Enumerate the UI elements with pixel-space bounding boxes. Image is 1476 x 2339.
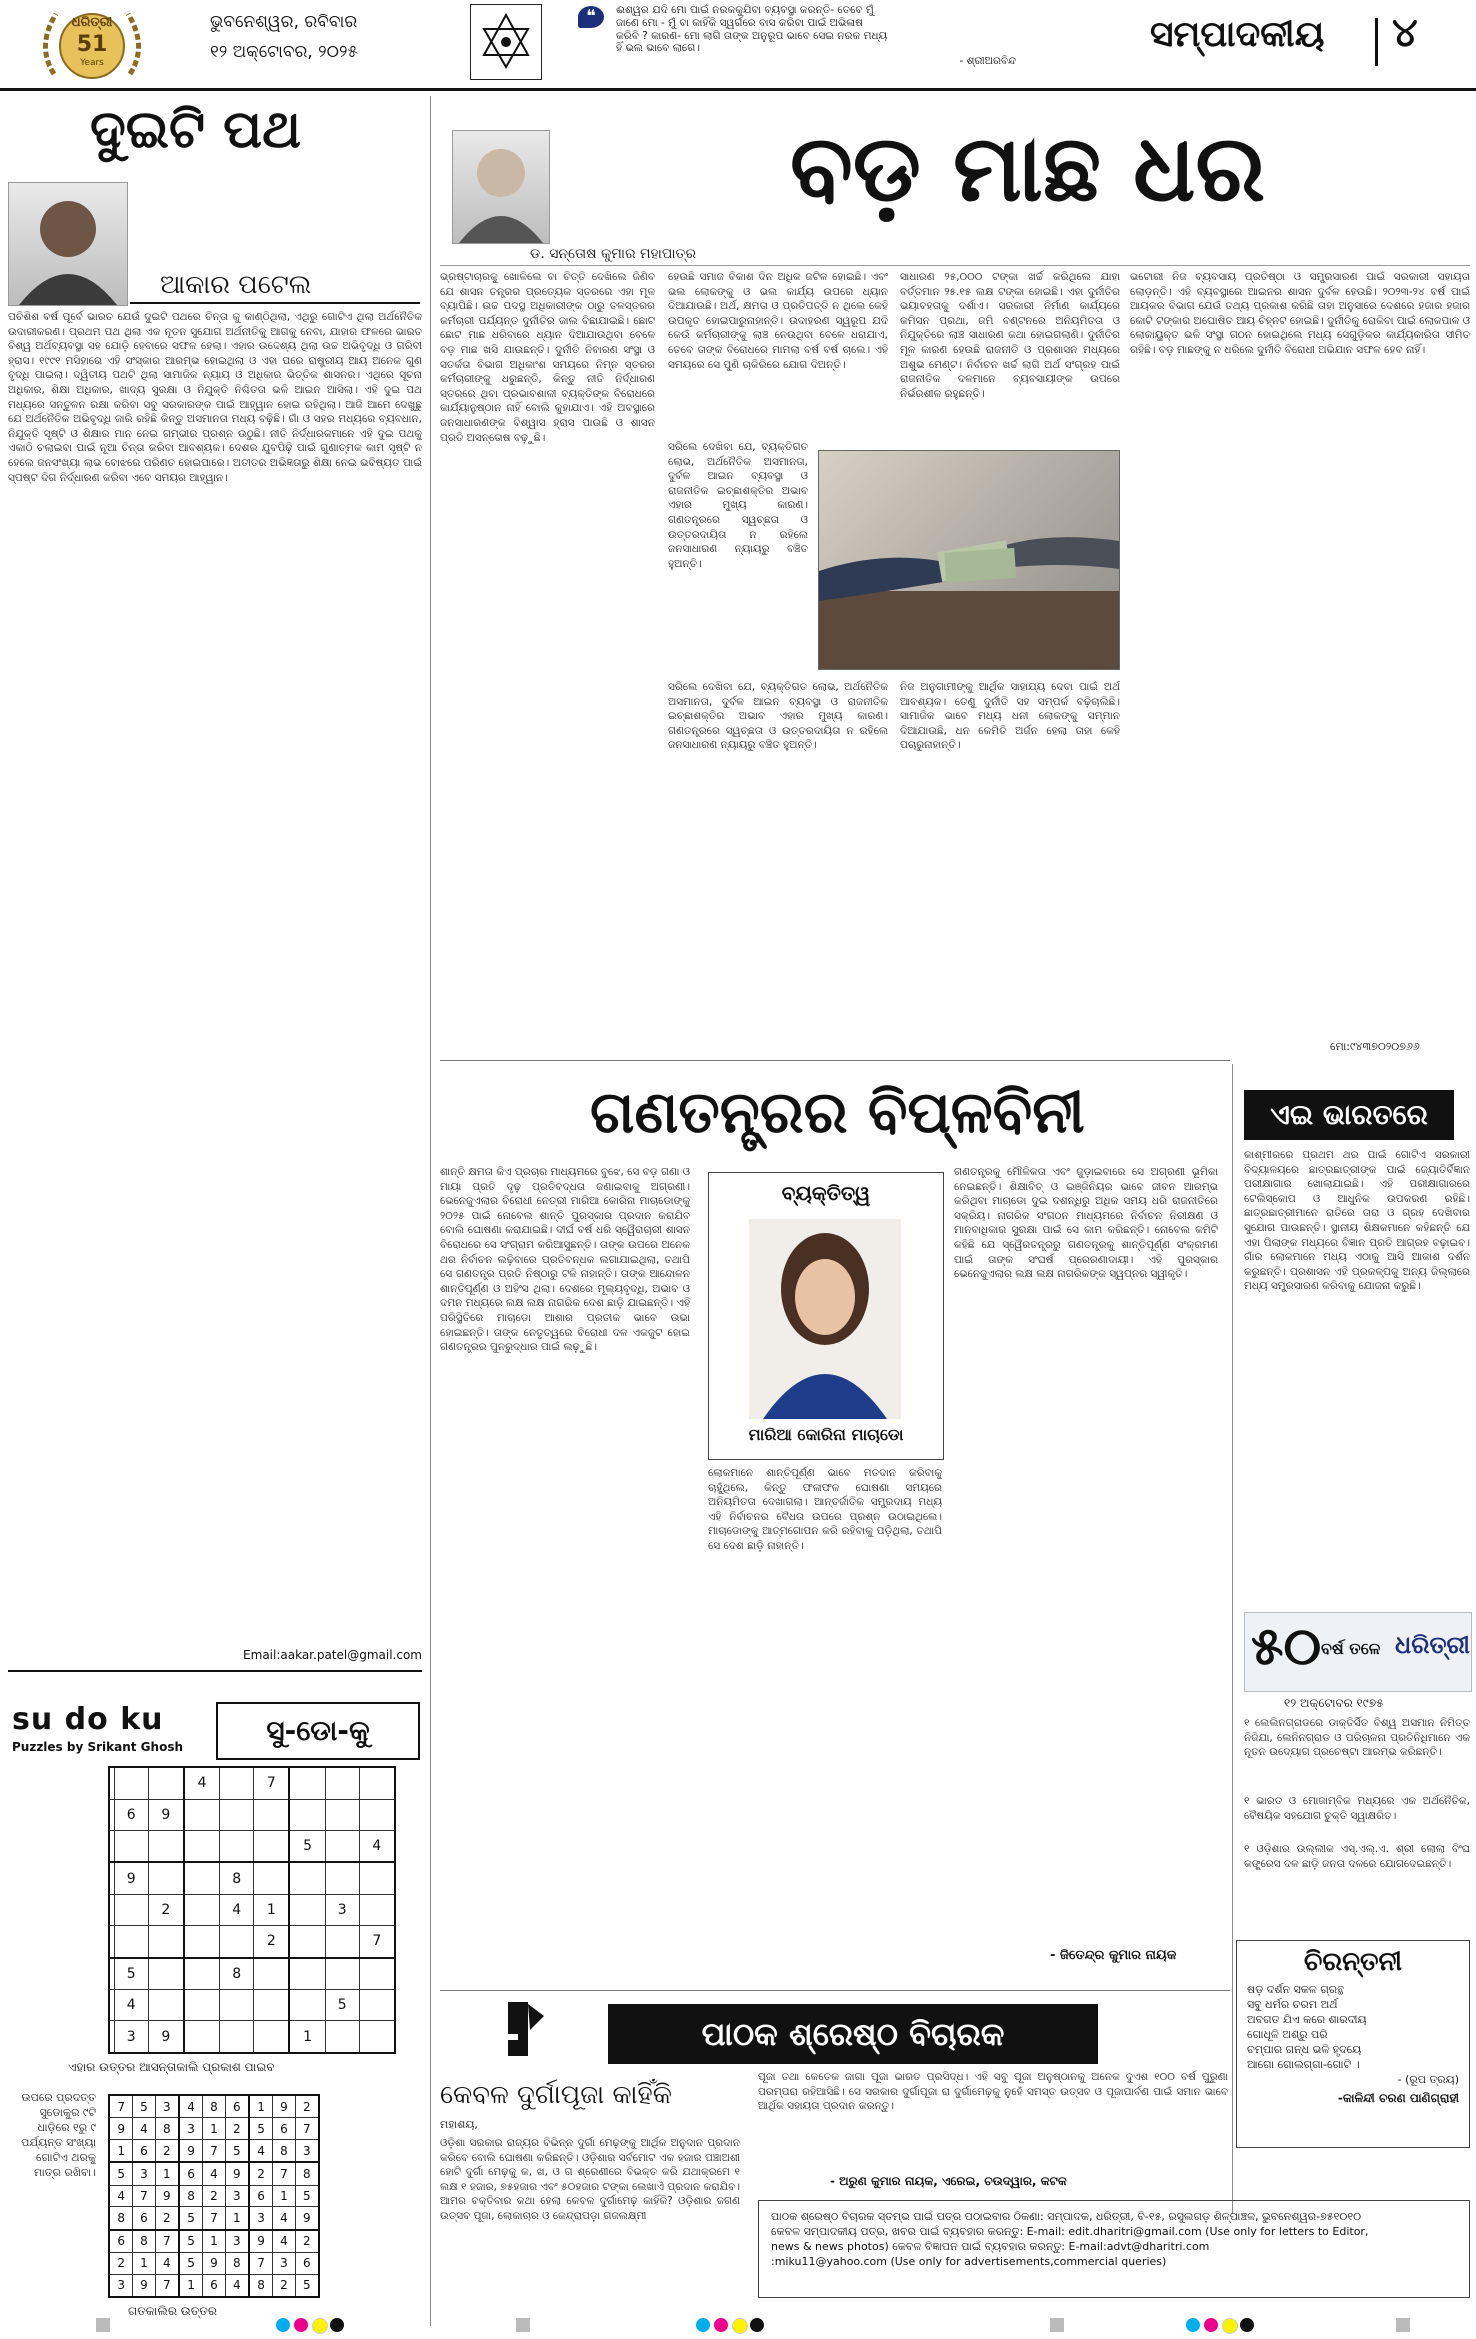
sudoku-cell: 1 — [289, 2021, 325, 2053]
sudoku-cell — [325, 1799, 359, 1830]
sudoku-section — [8, 1700, 422, 2330]
sudoku-cell: 9 — [273, 2095, 295, 2118]
quote-line: ହିଁ ଭଲ ଭାବେ ଲାଗେ। — [616, 42, 700, 55]
sudoku-cell: 8 — [220, 1958, 254, 1990]
sudoku-cell — [254, 1799, 290, 1830]
editorial-side-left: ସରିଲେ ଦେଖିବା ଯେ, ବ୍ୟକ୍ତିଗତ ଲୋଭ, ଅର୍ଥନୈତିକ ଅସମାନତା, ଦୁର୍ବଳ ଆଇନ ବ୍ୟବସ୍ଥା ଓ ରାଜନୀତିକ ଇଚ୍ଛାଶକ୍ତିର ଅଭାବ ଏହାର ମୁଖ୍ୟ କାରଣ। ଗଣତନ୍ତ୍ରରେ ସ୍ୱଚ୍ଛତା ଓ ଉତ୍ତରଦାୟିତା ନ ରହିଲେ ଜନସାଧାରଣ ନ୍ୟାୟରୁ ବଞ୍ଚିତ ହୁଅନ୍ତି। — [668, 441, 808, 570]
sudoku-cell: 9 — [133, 2274, 155, 2297]
sudoku-cell: 6 — [114, 1799, 148, 1830]
sudoku-cell: 1 — [249, 2095, 273, 2118]
sudoku-cell — [254, 1958, 290, 1990]
sudoku-cell — [289, 1767, 325, 1799]
sudoku-cell: 4 — [273, 2207, 295, 2230]
ei-bharat-body: କାଶ୍ମୀରରେ ପ୍ରଥମ ଥର ପାଇଁ ଗୋଟିଏ ସରକାରୀ ବିଦ୍ୟାଳୟରେ ଛାତ୍ରଛାତ୍ରୀଙ୍କ ପାଇଁ ଜ୍ୟୋତିର୍ବିଜ୍ଞାନ ପରୀକ୍ଷାଗାର ଖୋଲାଯାଇଛି। ଏହି ପରୀକ୍ଷାଗାରରେ ଟେଲିସ୍କୋପ ଓ ଆଧୁନିକ ଉପକରଣ ରହିଛି। ଛାତ୍ରଛାତ୍ରୀମାନେ ରାତିରେ ତାରା ଓ ଗ୍ରହ ଦେଖିବାର ସୁଯୋଗ ପାଉଛନ୍ତି। ସ୍ଥାନୀୟ ଶିକ୍ଷକମାନେ କହିଛନ୍ତି ଯେ ଏହା ପିଲାଙ୍କ ମଧ୍ୟରେ ବିଜ୍ଞାନ ପ୍ରତି ଆଗ୍ରହ ବଢ଼ାଇବ। ଗାଁର ଲୋକମାନେ ମଧ୍ୟ ଏଠାକୁ ଆସି ଆକାଶ ଦର୍ଶନ କରୁଛନ୍ତି। ପ୍ରଶାସନ ଏହି ପ୍ରକଳ୍ପକୁ ଅନ୍ୟ ଜିଲ୍ଲାରେ ମଧ୍ୟ ସମ୍ପ୍ରସାରଣ କରିବାକୁ ଯୋଜନା କରୁଛି। — [1244, 1149, 1470, 1293]
quote-line: ଈଶ୍ୱର ଯଦି ମୋ ପାଇଁ ନରକକୁଯିବା ବ୍ୟବସ୍ଥା କରନ୍ତି- ତେବେ ମୁଁ — [616, 4, 874, 16]
poem-credit: - (ରୂପ ତ୍ରୟ) — [1397, 2073, 1459, 2086]
sudoku-cell — [220, 1926, 254, 1958]
editorial-phone: ମୋ:୯୪୩୭୦୨୦୭୬୬ — [1330, 1040, 1420, 1053]
editorial-author: ଡ. ସନ୍ତୋଷ କୁମାର ମହାପାତ୍ର — [530, 246, 697, 262]
sudoku-cell: 8 — [109, 2207, 133, 2230]
editorial-col-1: ଭ୍ରଷ୍ଟାଚାରକୁ ଖୋଳିଲେ ବା ଚିତ୍ତି ଦେଖିଲେ ଜିଣିବ ଯେ ଶାସନ ତନ୍ତ୍ରର ପ୍ରତ୍ୟେକ ସ୍ତରରେ ଏହା ମୂଳ ବ୍ୟାପିଛି। ଉଚ୍ଚ ପଦସ୍ଥ ଅଧିକାରୀଙ୍କ ଠାରୁ ତଳସ୍ତରର କର୍ମଚାରୀ ପର୍ଯ୍ୟନ୍ତ ଦୁର୍ନୀତିର ଜାଲ ବିଛାଯାଇଛି। ଛୋଟ ଛୋଟ ମାଛ ଧରିବାରେ ଧ୍ୟାନ ଦିଆଯାଉଥିବା ବେଳେ ବଡ଼ ମାଛ ଖସି ଯାଉଛନ୍ତି। ଦୁର୍ନୀତି ନିବାରଣ ସଂସ୍ଥା ଓ ସତର୍କତା ବିଭାଗ ଅଧିକାଂଶ ସମୟରେ ନିମ୍ନ ସ୍ତରର କର୍ମଚାରୀଙ୍କୁ ଧରୁଛନ୍ତି, କିନ୍ତୁ ନୀତି ନିର୍ଦ୍ଧାରଣ ସ୍ତରରେ ଥିବା ପ୍ରଭାବଶାଳୀ ବ୍ୟକ୍ତିଙ୍କ ବିରୋଧରେ କାର୍ଯ୍ୟାନୁଷ୍ଠାନ ନାହିଁ ବୋଲି କୁହାଯାଏ। ଏହି ଅବସ୍ଥାରେ ଜନସାଧାରଣଙ୍କ ବିଶ୍ୱାସ ହ୍ରାସ ପାଉଛି ଓ ଶାସନ ପ୍ରତି ଅସନ୍ତୋଷ ବଢ଼ୁଛି। — [440, 271, 655, 444]
sudoku-cell: 9 — [295, 2207, 319, 2230]
editorial-title-rule — [440, 265, 1470, 266]
poem-line: ଷଡ଼ ଦର୍ଶନ ସକଳ ଗ୍ରନ୍ଥ — [1247, 1983, 1345, 1996]
sudoku-cell: 3 — [295, 2140, 319, 2163]
person-silhouette-icon — [453, 131, 549, 243]
sudoku-cell — [148, 1830, 184, 1862]
sudoku-cell — [148, 1926, 184, 1958]
author-photo — [8, 182, 128, 306]
sudoku-cell: 6 — [133, 2207, 155, 2230]
sudoku-cell: 5 — [179, 2207, 203, 2230]
sudoku-cell: 7 — [249, 2252, 273, 2274]
anniversary-emblem — [32, 6, 152, 80]
profile-photo — [749, 1219, 901, 1419]
letter-title: କେବଳ ଦୁର୍ଗାପୂଜା କାହିଁକି — [440, 2080, 672, 2110]
poem-line: ଗୋଧୂଳି ଅଶ୍ରୁ ପରି — [1247, 2028, 1328, 2041]
sudoku-title-en: su do ku — [12, 1702, 164, 1737]
column-author: ଆକାର ପଟେଲ — [160, 270, 312, 300]
footer-line: କେବଳ ସମ୍ପାଦକୀୟ ପତ୍ର, ଖବର ପାଇଁ ବ୍ୟବହାର କରନ୍ତୁ: E-mail: edit.dharitri@gmail.com (Use only for letters to Editor, — [771, 2225, 1369, 2238]
sudoku-cell: 9 — [225, 2162, 249, 2185]
profile-box — [708, 1172, 944, 1460]
sudoku-cell — [220, 1767, 254, 1799]
letters-top-rule — [440, 1990, 1230, 1991]
letter-body-1: ଓଡ଼ିଶା ସରକାର ରାଜ୍ୟର ବିଭିନ୍ନ ଦୁର୍ଗା ମେଢ଼ଙ୍କୁ ଆର୍ଥିକ ଅନୁଦାନ ପ୍ରଦାନ କରିବେ ବୋଲି ଘୋଷଣା କରିଛନ୍ତି। ଓଡ଼ିଶାର ସର୍ବମୋଟ ଏକ ହଜାର ପଞ୍ଚାଅଶୀ ହୋଟି ଦୁର୍ଗା ମେଢ଼କୁ କ, ଖ, ଓ ଗ ଶ୍ରେଣୀରେ ବିଭକ୍ତ କରି ଯଥାକ୍ରମେ ୧ ଲକ୍ଷ ୧ ହଜାର, ୭୫ହଜାର ଏବଂ ୫୦ହଜାର ଟଙ୍କା ଲେଖାଏଁ ପ୍ରଦାନ କରାଯିବ। ଆମର ବକ୍ତିବାର କଥା ହେଲା କେବଳ ଦୁର୍ଗାମେଢ଼ କାହିଁକି? ଓଡ଼ିଶାର ଜଗଣ ଉତ୍ସବ ପୂଜା, ଲୋକାଚାର ଓ କେନ୍ଦ୍ରାପଡ଼ା ଗଜଲକ୍ଷ୍ମୀ — [440, 2137, 740, 2222]
editorial-title: ବଡ଼ ମାଛ ଧର — [790, 115, 1266, 222]
sudoku-cell: 5 — [295, 2274, 319, 2297]
sudoku-cell: 1 — [179, 2274, 203, 2297]
city-day: ଭୁବନେଶ୍ୱର, ରବିବାର — [210, 12, 358, 32]
sudoku-cell: 9 — [249, 2230, 273, 2253]
letters-icon — [500, 1994, 550, 2064]
bribe-photo — [818, 450, 1120, 670]
sudoku-cell — [325, 1767, 359, 1799]
sudoku-cell — [114, 1830, 148, 1862]
sudoku-cell — [220, 1830, 254, 1862]
sudoku-cell: 3 — [225, 2185, 249, 2207]
sudoku-cell: 8 — [273, 2140, 295, 2163]
sudoku-cell: 4 — [273, 2230, 295, 2253]
registration-block — [1396, 2318, 1410, 2332]
sudoku-cell: 8 — [225, 2252, 249, 2274]
sudoku-cell: 2 — [273, 2274, 295, 2297]
sudoku-cell: 7 — [203, 2207, 225, 2230]
sudoku-cell — [254, 1990, 290, 2021]
sudoku-cell — [289, 1958, 325, 1990]
sudoku-cell: 8 — [249, 2274, 273, 2297]
sudoku-cell: 5 — [179, 2230, 203, 2253]
sudoku-cell: 1 — [155, 2162, 179, 2185]
sudoku-cell — [254, 1862, 290, 1894]
sudoku-cell: 4 — [155, 2252, 179, 2274]
sudoku-cell: 5 — [249, 2118, 273, 2140]
sudoku-cell: 4 — [184, 1767, 220, 1799]
sudoku-cell — [359, 2021, 395, 2053]
sudoku-answer-grid — [108, 2094, 320, 2298]
sudoku-note: ଏହାର ଉତ୍ତର ଆସନ୍ତାକାଲି ପ୍ରକାଶ ପାଇବ — [68, 2060, 275, 2074]
sudoku-cell — [325, 1830, 359, 1862]
chirantani-box — [1236, 1940, 1470, 2148]
sudoku-cell: 7 — [359, 1926, 395, 1958]
masthead-rule — [0, 88, 1476, 91]
sudoku-byline: Puzzles by Srikant Ghosh — [12, 1740, 183, 1754]
sudoku-cell: 9 — [148, 1799, 184, 1830]
sudoku-cell — [325, 2021, 359, 2053]
sudoku-cell: 5 — [295, 2185, 319, 2207]
sudoku-cell — [289, 1799, 325, 1830]
sudoku-cell: 7 — [295, 2118, 319, 2140]
sudoku-cell — [148, 1862, 184, 1894]
sudoku-cell: 1 — [203, 2230, 225, 2253]
sudoku-cell — [289, 1926, 325, 1958]
sudoku-cell: 8 — [133, 2230, 155, 2253]
yellow-dot — [312, 2318, 328, 2334]
quote-block — [616, 4, 1136, 68]
letters-banner-title: ପାଠକ ଶ୍ରେଷ୍ଠ ବିଚାରକ — [701, 2015, 1005, 2053]
poem-line: ଚମ୍ପାର ଗନ୍ଧ ଭଳି ହୃଦୟେ — [1247, 2043, 1362, 2056]
sudoku-cell: 1 — [273, 2185, 295, 2207]
ganatantra-col-1: ଶାନ୍ତି କ୍ଷମତା କିଏ ପ୍ରଚାର ମାଧ୍ୟମରେ ବୁଝେ, ସେ ବଡ଼ ଗଣା ଓ ମାୟା ପ୍ରତି ଦୃଢ଼ ପ୍ରତିବଦ୍ଧତା ଜଣାଇବାକୁ ଅଗ୍ରଣୀ। ଭେନେଜୁଏଲାର ବିରୋଧୀ ନେତ୍ରୀ ମାରିଆ କୋରିନା ମାଚାଡୋଙ୍କୁ ୨୦୨୫ ପାଇଁ ନୋବେଲ ଶାନ୍ତି ପୁରସ୍କାର ପ୍ରଦାନ କରାଯିବ ବୋଲି ଘୋଷଣା କରାଯାଇଛି। ଦୀର୍ଘ ବର୍ଷ ଧରି ସ୍ୱୈରାଚାରୀ ଶାସନ ବିରୋଧରେ ସେ ସଂଗ୍ରାମ କରିଆସୁଛନ୍ତି। ତାଙ୍କ ଉପରେ ଅନେକ ଥର ନିର୍ବାଚନ ଲଢ଼ିବାରେ ପ୍ରତିବନ୍ଧକ ଲଗାଯାଇଥିଲା, ତଥାପି ସେ ଗଣତନ୍ତ୍ର ପ୍ରତି ନିଷ୍ଠାରୁ ଟଳି ନାହାନ୍ତି। ତାଙ୍କ ଆନ୍ଦୋଳନ ଶାନ୍ତିପୂର୍ଣ୍ଣ ଓ ଅହିଂସ ଥିଲା। ଦେଶରେ ମୂଲ୍ୟବୃଦ୍ଧି, ଅଭାବ ଓ ଦମନ ମଧ୍ୟରେ ଲକ୍ଷ ଲକ୍ଷ ନାଗରିକ ଦେଶ ଛାଡ଼ି ଯାଇଛନ୍ତି। ଏହି ପରିସ୍ଥିତିରେ ମାଚାଡୋ ଆଶାର ପ୍ରତୀକ ଭାବେ ଉଭା ହୋଇଛନ୍ତି। ତାଙ୍କ ନେତୃତ୍ୱରେ ବିରୋଧୀ ଦଳ ଏକଜୁଟ ହୋଇ ଗଣତନ୍ତ୍ରର ପୁନରୁଦ୍ଧାର ପାଇଁ ଲଢ଼ୁଛି। — [440, 1166, 690, 1354]
sudoku-cell: 7 — [254, 1767, 290, 1799]
sudoku-cell: 9 — [148, 2021, 184, 2053]
sudoku-cell: 3 — [109, 2274, 133, 2297]
black-dot — [1240, 2318, 1254, 2332]
sudoku-cell: 3 — [155, 2095, 179, 2118]
sudoku-cell: 2 — [203, 2185, 225, 2207]
sudoku-cell — [359, 1799, 395, 1830]
column-title: ଦୁଇଟି ପଥ — [90, 100, 301, 160]
sudoku-cell: 9 — [179, 2140, 203, 2163]
fifty-years-brand: ଧରିତ୍ରୀ — [1395, 1631, 1470, 1659]
editorial-col-2: ହେଉଛି ସମାଜ ବିକାଶ ଦିନ ଅଧିକ ଜଟିଳ ହୋଇଛି। ଏବଂ ଭଲ ଲୋକଙ୍କୁ ଓ ଭଲ କାର୍ଯ୍ୟ ଉପରେ ଧ୍ୟାନ ଦିଆଯାଉଛି। ଅର୍ଥ, କ୍ଷମତା ଓ ପ୍ରତିପତ୍ତି ନ ଥିଲେ କେହି ଉପକୃତ ହୋଇପାରୁନାହାନ୍ତି। ଉଦାହରଣ ସ୍ୱରୂପ ଯଦି କେଉଁ କର୍ମଚାରୀଙ୍କୁ ଲାଞ୍ଚ ନେଉଥିବା ବେଳେ ଧରାଯାଏ, ତେବେ ତାଙ୍କ ବିରୋଧରେ ମାମଲା ବର୍ଷ ବର୍ଷ ଚାଲେ। ଏହି ସମୟରେ ସେ ପୁଣି ଚାକିରିରେ ଯୋଗ ଦିଅନ୍ତି। — [668, 271, 888, 371]
page-number: ୪ — [1392, 10, 1418, 56]
sudoku-cell: 4 — [203, 2162, 225, 2185]
sudoku-cell — [359, 1862, 395, 1894]
editorial-col-3: ସାଧାରଣ ୨୫,୦୦୦ ଟଙ୍କା ଖର୍ଚ୍ଚ କରିଥିଲେ ଯାହା ବର୍ତ୍ତମାନ ୨୫.୧୫ ଲକ୍ଷ ଟଙ୍କା ହୋଇଛି। ଏହା ଦୁର୍ନୀତିର ଭୟାବହତାକୁ ଦର୍ଶାଏ। ସରକାରୀ ନିର୍ମାଣ କାର୍ଯ୍ୟରେ କମିସନ ପ୍ରଥା, ଜମି ବଣ୍ଟନରେ ଅନିୟମିତତା ଓ ନିଯୁକ୍ତିରେ ଲାଞ୍ଚ ସାଧାରଣ କଥା ହୋଇଗଲାଣି। ଦୁର୍ନୀତିର ମୂଳ କାରଣ ହେଉଛି ରାଜନୀତି ଓ ପ୍ରଶାସନ ମଧ୍ୟରେ ଅଶୁଭ ମେଣ୍ଟ। ନିର୍ବାଚନ ଖର୍ଚ୍ଚ ଲାଗି ଅର୍ଥ ସଂଗ୍ରହ ପାଇଁ ରାଜନୀତିକ ଦଳମାନେ ବ୍ୟବସାୟୀଙ୍କ ଉପରେ ନିର୍ଭରଶୀଳ ରହୁଛନ୍ତି। — [900, 271, 1120, 400]
sudoku-cell — [148, 1990, 184, 2021]
money-exchange-icon — [819, 451, 1119, 669]
cyan-dot — [276, 2318, 290, 2332]
registration-block — [1050, 2318, 1064, 2332]
emblem-sub: Years — [80, 58, 104, 68]
fifty-years-label: ବର୍ଷ ତଳେ — [1321, 1639, 1381, 1658]
column-end-rule — [8, 1670, 422, 1672]
sudoku-cell: 9 — [109, 2118, 133, 2140]
fifty-years-item-1: ୧ ଲେଲିନଗ୍ରାଡରେ ଡାକ୍ତିର୍ସିତ ବିଶ୍ୱ ଅସମାନ ନିମିତ୍ତ ନିଜିଯା, ଲେନିନଗ୍ରାଡ ଓ ପରିଚାଳନା ପ୍ରତିନିଧିମାନେ ଏକ ନୂତନ ଉଦ୍ୟୋଗ ପ୍ରଚେଷ୍ଟା ଆରମ୍ଭ କରିଛନ୍ତି। — [1244, 1717, 1470, 1759]
sudoku-cell: 7 — [273, 2162, 295, 2185]
emblem-number: 51 — [76, 32, 108, 57]
sudoku-cell: 1 — [225, 2207, 249, 2230]
sudoku-cell: 4 — [133, 2118, 155, 2140]
fifty-years-item-3: ୧ ଓଡ଼ିଶାର ଉଲ୍ଲୀକ ଏସ୍.ଏଲ୍.ଏ. ଶ୍ରୀ ଲୋଲା ବିଂଘ କଙ୍ଗ୍ରେସ ଦଳ ଛାଡ଼ି ଜନତା ଦଳରେ ଯୋଗଦେଇଛନ୍ତି। — [1244, 1843, 1470, 1870]
sudoku-cell: 5 — [179, 2252, 203, 2274]
sudoku-cell: 1 — [133, 2252, 155, 2274]
sudoku-cell: 4 — [114, 1990, 148, 2021]
sudoku-answer-note: ଉପରେ ପ୍ରଦତ୍ତ ସୁଡୋକୁର ୯ଟି ଧାଡ଼ିରେ ୧ରୁ ୯ ପର୍ଯ୍ୟନ୍ତ ସଂଖ୍ୟା ଗୋଟିଏ ଥରକୁ ମାତ୍ର ରଖିବା। — [21, 2091, 96, 2179]
editorial-bottom-mid: ନିଜ ଅନୁଗାମୀଙ୍କୁ ଆର୍ଥିକ ସାହାଯ୍ୟ ଦେବା ପାଇଁ ଅର୍ଥ ଆବଶ୍ୟକ। ତେଣୁ ଦୁର୍ନୀତି ସହ ସମ୍ପର୍କ ବଢ଼ିଚାଲିଛି। ସାମାଜିକ ଭାବେ ମଧ୍ୟ ଧନୀ ଲୋକଙ୍କୁ ସମ୍ମାନ ଦିଆଯାଉଛି, ଧନ କେମିତି ଅର୍ଜନ ହେଲା ତାହା କେହି ପଚାରୁନାହାନ୍ତି। — [900, 681, 1120, 752]
sudoku-cell — [148, 1767, 184, 1799]
sudoku-cell — [114, 1767, 148, 1799]
issue-date: ୧୨ ଅକ୍ଟୋବର, ୨୦୨୫ — [210, 42, 359, 62]
sudoku-cell — [184, 1799, 220, 1830]
sudoku-cell: 6 — [179, 2162, 203, 2185]
sudoku-cell — [114, 1926, 148, 1958]
sudoku-cell: 6 — [109, 2230, 133, 2253]
ganatantra-title: ଗଣତନ୍ତ୍ରର ବିପ୍ଳବିନୀ — [590, 1078, 1085, 1146]
poem-line: ଅବଗତ ଯିଏ କରେ ଶାରଦୀୟ — [1247, 2013, 1367, 2026]
profile-label: ବ୍ୟକ୍ତିତ୍ୱ — [781, 1181, 871, 1205]
section-title: ସମ୍ପାଦକୀୟ — [1150, 14, 1325, 55]
letter-byline: - ଅରୁଣ କୁମାର ନାୟକ, ଏରେଇ, ଚଉଦ୍ୱାର, କଟକ — [830, 2174, 1067, 2188]
editorial-end-rule — [440, 1060, 1230, 1061]
fifty-years-item-2: ୧ ଭାରତ ଓ ମୋଜାମ୍ବିକ ମଧ୍ୟରେ ଏକ ଅର୍ଥନୈତିକ, ବୈଷୟିକ ସହଯୋଗ ଚୁକ୍ତି ସ୍ୱାକ୍ଷରିତ। — [1244, 1795, 1470, 1822]
sudoku-cell — [184, 1926, 220, 1958]
masthead — [0, 0, 1476, 88]
sudoku-cell — [325, 1958, 359, 1990]
author-email: Email:aakar.patel@gmail.com — [243, 1648, 422, 1662]
sudoku-cell: 1 — [109, 2140, 133, 2163]
sudoku-cell: 1 — [254, 1894, 290, 1925]
sudoku-cell: 2 — [295, 2230, 319, 2253]
chirantani-title: ଚିରନ୍ତନୀ — [1303, 1947, 1403, 1977]
sudoku-cell: 7 — [155, 2274, 179, 2297]
poem-line: ସବୁ ଧର୍ମର ଚରମ ଅର୍ଥ — [1247, 1998, 1338, 2011]
sudoku-cell: 9 — [114, 1862, 148, 1894]
sudoku-cell: 8 — [179, 2185, 203, 2207]
sudoku-cell: 4 — [249, 2140, 273, 2163]
sudoku-cell: 9 — [203, 2252, 225, 2274]
sudoku-cell: 4 — [220, 1894, 254, 1925]
sudoku-cell — [254, 1830, 290, 1862]
ganatantra-col-3: ଗଣତନ୍ତ୍ରକୁ ମୌଳିକତା ଏବଂ ଜୁଡ଼ାଇବାରେ ସେ ଅଗ୍ରଣୀ ଭୂମିକା ନେଇଛନ୍ତି। ଶିକ୍ଷାବିତ୍ ଓ ଇଞ୍ଜିନିୟର ଭାବେ ଜୀବନ ଆରମ୍ଭ କରିଥିବା ମାଚାଡୋ ଦୁଇ ଦଶନ୍ଧିରୁ ଅଧିକ ସମୟ ଧରି ରାଜନୀତିରେ ସକ୍ରିୟ। ନାଗରିକ ସଂଗଠନ ମାଧ୍ୟମରେ ନିର୍ବାଚନ ନିରୀକ୍ଷଣ ଓ ମାନବାଧିକାର ସୁରକ୍ଷା ପାଇଁ ସେ କାମ କରିଛନ୍ତି। ନୋବେଲ କମିଟି କହିଛି ଯେ ସ୍ୱୈରତନ୍ତ୍ରରୁ ଗଣତନ୍ତ୍ରକୁ ଶାନ୍ତିପୂର୍ଣ୍ଣ ସଂକ୍ରମଣ ପାଇଁ ତାଙ୍କ ସଂଘର୍ଷ ପ୍ରେରଣାଦାୟୀ। ଏହି ପୁରସ୍କାର ଭେନେଜୁଏଲାର ଲକ୍ଷ ଲକ୍ଷ ନାଗରିକଙ୍କ ସ୍ୱପ୍ନର ସ୍ୱୀକୃତି। — [954, 1166, 1218, 1281]
poem-author: -କାଳିନ୍ଦୀ ଚରଣ ପାଣିଗ୍ରାହୀ — [1337, 2091, 1459, 2105]
star-logo — [470, 4, 542, 80]
footer-line: :miku11@yahoo.com (Use only for advertisements,commercial queries) — [771, 2255, 1167, 2268]
black-dot — [750, 2318, 764, 2332]
sudoku-cell: 7 — [109, 2095, 133, 2118]
sudoku-cell — [148, 1958, 184, 1990]
sudoku-cell: 9 — [155, 2185, 179, 2207]
sudoku-cell — [289, 1862, 325, 1894]
sudoku-cell: 5 — [225, 2140, 249, 2163]
sudoku-cell: 7 — [203, 2140, 225, 2163]
sudoku-cell — [325, 1862, 359, 1894]
sudoku-cell: 4 — [225, 2274, 249, 2297]
sudoku-cell: 2 — [155, 2140, 179, 2163]
sudoku-cell — [289, 1990, 325, 2021]
sudoku-logo — [12, 1702, 164, 1737]
sudoku-cell: 5 — [289, 1830, 325, 1862]
yellow-dot — [1222, 2318, 1238, 2334]
quote-line: ଜାଣେ ମୋ - ମୁଁ ବା କାହିଁକି ସ୍ୱର୍ଗରେ ବାସ କରିବା ପାଇଁ ଅଭିଳାଷ — [616, 16, 863, 29]
quote-author: - ଶ୍ରୀଅରବିନ୍ଦ — [959, 55, 1016, 68]
sudoku-cell: 8 — [155, 2118, 179, 2140]
right-column-divider — [1232, 1064, 1233, 2214]
letter-body-2: ପୂଜା ତଥା କେତେକ ଜାଗା ପୂଜା ଭାରତ ପ୍ରସିଦ୍ଧ। ଏହି ସବୁ ପୂଜା ଅନୁଷ୍ଠାନକୁ ଅନେକ ଦୁଏଶ ୧୦୦ ବର୍ଷ ପୁରୁଣା ପରମ୍ପରା ରହିଆସିଛି। ସେ ସରକାର ଦୁର୍ଗାପୂଜା ରା ଦୁର୍ଗାମେଢ଼କୁ ନୁହେଁ ସମସ୍ତ ଉତ୍ସବ ଓ ପୂଜାପାର୍ବଣ ପାଇଁ ସମାନ ଭାବେ ଆର୍ଥିକ ସହାୟତା ପ୍ରଦାନ କରନ୍ତୁ। — [758, 2071, 1228, 2113]
sudoku-cell: 3 — [225, 2230, 249, 2253]
emblem-title: ଧରିତ୍ରୀ — [71, 15, 113, 30]
sudoku-cell: 3 — [249, 2207, 273, 2230]
sudoku-cell: 2 — [148, 1894, 184, 1925]
sudoku-cell: 2 — [109, 2252, 133, 2274]
editorial-col-4: ଭଟୋରୀ ନିଜ ବ୍ୟବସାୟ ପ୍ରତିଷ୍ଠା ଓ ସମ୍ପ୍ରସାରଣ ପାଇଁ ସରକାରୀ ସହାୟତା ଲୋଡ଼ନ୍ତି। ଏହି ବ୍ୟବସ୍ଥାରେ ଆଇନର ଶାସନ ଦୁର୍ବଳ ହେଉଛି। ୨୦୨୩-୨୪ ବର୍ଷ ପାଇଁ ଆୟକର ବିଭାଗ ଯେଉଁ ତଥ୍ୟ ପ୍ରକାଶ କରିଛି ତାହା ଅନୁସାରେ ଦେଶରେ ହଜାର ହଜାର କୋଟି ଟଙ୍କାର ଅଘୋଷିତ ଆୟ ଚିହ୍ନଟ ହୋଇଛି। ଦୁର୍ନୀତିକୁ ରୋକିବା ପାଇଁ ଲୋକପାଳ ଓ ଲୋକାୟୁକ୍ତ ଭଳି ସଂସ୍ଥା ଗଠନ ହୋଇଥିଲେ ମଧ୍ୟ ସେଗୁଡ଼ିକର କାର୍ଯ୍ୟକାରିତା ସୀମିତ ରହିଛି। ବଡ଼ ମାଛଙ୍କୁ ନ ଧରିଲେ ଦୁର୍ନୀତି ବିରୋଧୀ ଅଭିଯାନ ସଫଳ ହେବ ନାହିଁ। — [1130, 271, 1470, 356]
sudoku-cell — [220, 2021, 254, 2053]
person-silhouette-icon — [9, 183, 127, 305]
sudoku-cell: 4 — [109, 2185, 133, 2207]
ganatantra-byline: - ଜିତେନ୍ଦ୍ର କୁମାର ନାୟକ — [1050, 1948, 1177, 1963]
sudoku-cell: 3 — [273, 2252, 295, 2274]
footer-line: news & news photos) କେବଳ ବିଜ୍ଞାପନ ପାଇଁ ବ୍ୟବହାର କରନ୍ତୁ: E-mail:advt@dharitri.com — [771, 2240, 1210, 2253]
sudoku-cell — [359, 1958, 395, 1990]
sudoku-cell — [184, 2021, 220, 2053]
sudoku-puzzle-grid — [108, 1766, 396, 2054]
sudoku-cell — [325, 1926, 359, 1958]
column-body: ପଚିଶିଶ ବର୍ଷ ପୂର୍ବେ ଭାରତ ଯେଉଁ ଦୁଇଟି ପଥରେ ଚିନ୍ତା କୁ କାଣ୍ଠିଥିଲା, ଏଥିରୁ ଗୋଟିଏ ଥିଲା ଅର୍ଥନୈତିକ ଉଦାରୀକରଣ। ପ୍ରଥମ ପଥ ଥିଲା ଏକ ନୂତନ ସୁଯୋଗ ଅର୍ଥନୀତିକୁ ଆଗକୁ ନେବା, ଯାହାର ଫଳରେ ଭାରତ ବିଶ୍ୱ ଅର୍ଥବ୍ୟବସ୍ଥା ସହ ଯୋଡ଼ି ହେବାରେ ସଫଳ ହେଲା। ଏହାର ଉଦ୍ଦେଶ୍ୟ ଥିଲା ଉଚ୍ଚ ଅଭିବୃଦ୍ଧି ଓ ଗରିବୀ ହ୍ରାସ। ୧୯୯୧ ମସିହାରେ ଏହି ସଂସ୍କାର ଆରମ୍ଭ ହୋଇଥିଲା ଓ ଏହା ପରେ ରାଷ୍ଟ୍ରୀୟ ଆୟ ଅନେକ ଗୁଣ ବୃଦ୍ଧି ପାଇଲା। ଦ୍ୱିତୀୟ ପଥଟି ଥିଲା ସାମାଜିକ ନ୍ୟାୟ ଓ ଅଧିକାର ଭିତ୍ତିକ ଶାସନର। ଏଥିରେ ସୂଚନା ଅଧିକାର, ଶିକ୍ଷା ଅଧିକାର, ଖାଦ୍ୟ ସୁରକ୍ଷା ଓ ନିଯୁକ୍ତି ନିଶ୍ଚିତତା ଭଳି ଆଇନ ଆସିଲା। ଏହି ଦୁଇ ପଥ ମଧ୍ୟରେ ସନ୍ତୁଳନ ରକ୍ଷା କରିବା ସବୁ ସରକାରଙ୍କ ପାଇଁ ଆହ୍ୱାନ ହୋଇ ରହିଥିଲା। ଆଜି ଆମେ ଦେଖୁଛୁ ଯେ ଅର୍ଥନୈତିକ ଅଭିବୃଦ୍ଧି ଜାରି ରହିଛି କିନ୍ତୁ ଅସମାନତା ମଧ୍ୟ ବଢ଼ିଛି। ଗାଁ ଓ ସହର ମଧ୍ୟରେ ବ୍ୟବଧାନ, ନିଯୁକ୍ତି ସୃଷ୍ଟି ଓ ଶିକ୍ଷାର ମାନ ନେଇ ଗମ୍ଭୀର ପ୍ରଶ୍ନ ଉଠୁଛି। ନୀତି ନିର୍ଦ୍ଧାରକମାନେ ଏହି ଦୁଇ ପଥକୁ ଏକାଠି ଚଲାଇବା ପାଇଁ ନୂଆ ଚିନ୍ତା କରିବା ଆବଶ୍ୟକ। ଦେଶର ଯୁବପିଢ଼ି ପାଇଁ ଗୁଣାତ୍ମକ କାମ ସୃଷ୍ଟି ନ ହେଲେ ଜନସଂଖ୍ୟା ଲାଭ ବୋଝରେ ପରିଣତ ହୋଇପାରେ। ଅତୀତର ଅଭିଜ୍ଞତାରୁ ଶିକ୍ଷା ନେଇ ଭବିଷ୍ୟତ ପାଇଁ ସ୍ପଷ୍ଟ ଦିଗ ନିର୍ଦ୍ଧାରଣ କରିବା ଏବେ ସମୟର ଆହ୍ୱାନ। — [8, 311, 422, 484]
byline-rule — [130, 302, 420, 304]
column-divider — [430, 96, 431, 2326]
sudoku-cell: 8 — [295, 2162, 319, 2185]
sudoku-cell: 3 — [114, 2021, 148, 2053]
sudoku-cell: 7 — [133, 2185, 155, 2207]
footer-line: ପାଠକ ଶ୍ରେଷ୍ଠ ବିଚାରକ ସ୍ତମ୍ଭ ପାଇଁ ପତ୍ର ପଠାଇବାର ଠିକଣା: ସମ୍ପାଦକ, ଧରିତ୍ରୀ, ବି-୧୫, ରସୁଲଗଡ଼ ଶିଳ୍ପାଞ୍ଚଳ, ଭୁବନେଶ୍ୱର-୭୫୧୦୧୦ — [771, 2210, 1362, 2223]
sudoku-cell: 3 — [179, 2118, 203, 2140]
sudoku-cell: 3 — [325, 1894, 359, 1925]
sudoku-cell: 4 — [179, 2095, 203, 2118]
sudoku-cell: 6 — [249, 2185, 273, 2207]
sudoku-cell: 5 — [114, 1958, 148, 1990]
fifty-years-logo — [1244, 1612, 1472, 1692]
quote-icon: ❝ — [578, 6, 604, 28]
sudoku-cell: 8 — [203, 2095, 225, 2118]
sudoku-cell — [359, 1767, 395, 1799]
star-logo-icon — [471, 5, 541, 79]
sudoku-cell: 6 — [295, 2252, 319, 2274]
cyan-dot — [1186, 2318, 1200, 2332]
black-dot — [330, 2318, 344, 2332]
magenta-dot — [1204, 2318, 1218, 2332]
sudoku-cell — [220, 1799, 254, 1830]
sudoku-answer-caption: ଗତକାଲିର ଉତ୍ତର — [128, 2304, 217, 2318]
sudoku-cell: 2 — [155, 2207, 179, 2230]
ei-bharat-banner — [1244, 1090, 1454, 1140]
sudoku-cell: 8 — [220, 1862, 254, 1894]
sudoku-cell — [289, 1894, 325, 1925]
profile-caption: ମାରିଆ କୋରିନା ମାଚାଡୋ — [748, 1425, 904, 1444]
sudoku-cell: 6 — [133, 2140, 155, 2163]
registration-strip — [0, 2310, 1476, 2339]
letter-salutation: ମହାଶୟ, — [440, 2118, 478, 2131]
sudoku-cell — [220, 1990, 254, 2021]
yellow-dot — [732, 2318, 748, 2334]
sudoku-cell — [359, 1894, 395, 1925]
quill-pen-icon — [500, 1994, 550, 2064]
sudoku-cell — [184, 1958, 220, 1990]
editorial-bottom-left: ସରିଲେ ଦେଖିବା ଯେ, ବ୍ୟକ୍ତିଗତ ଲୋଭ, ଅର୍ଥନୈତିକ ଅସମାନତା, ଦୁର୍ବଳ ଆଇନ ବ୍ୟବସ୍ଥା ଓ ରାଜନୀତିକ ଇଚ୍ଛାଶକ୍ତିର ଅଭାବ ଏହାର ମୁଖ୍ୟ କାରଣ। ଗଣତନ୍ତ୍ରରେ ସ୍ୱଚ୍ଛତା ଓ ଉତ୍ତରଦାୟିତା ନ ରହିଲେ ଜନସାଧାରଣ ନ୍ୟାୟରୁ ବଞ୍ଚିତ ହୁଅନ୍ତି। — [668, 681, 888, 752]
sudoku-cell: 6 — [203, 2274, 225, 2297]
magenta-dot — [294, 2318, 308, 2332]
sudoku-cell — [184, 1990, 220, 2021]
sudoku-cell: 6 — [225, 2095, 249, 2118]
sudoku-cell — [254, 2021, 290, 2053]
sudoku-cell: 4 — [359, 1830, 395, 1862]
fifty-years-date: ୧୨ ଅକ୍ଟୋବର ୧୯୭୫ — [1284, 1696, 1384, 1710]
person-portrait-icon — [749, 1219, 901, 1419]
sudoku-cell: 5 — [133, 2095, 155, 2118]
editorial-author-photo — [452, 130, 550, 244]
sudoku-cell: 5 — [325, 1990, 359, 2021]
letters-banner — [608, 2004, 1098, 2064]
sudoku-title-or: ସୁ-ଡୋ-କୁ — [266, 1714, 370, 1747]
sudoku-cell — [184, 1830, 220, 1862]
sudoku-cell: 2 — [249, 2162, 273, 2185]
poem-line: ଆଗୋ ଗୋଲଗ୍ଗା-ଗୋଟି । — [1247, 2058, 1360, 2071]
sudoku-cell: 6 — [273, 2118, 295, 2140]
section-divider — [1375, 18, 1378, 66]
sudoku-cell: 7 — [155, 2230, 179, 2253]
sudoku-cell: 2 — [225, 2118, 249, 2140]
sudoku-cell: 1 — [203, 2118, 225, 2140]
letters-footer-box — [758, 2200, 1470, 2298]
ganatantra-col-2: ଲୋକମାନେ ଶାନ୍ତିପୂର୍ଣ୍ଣ ଭାବେ ମତଦାନ କରିବାକୁ ଚାହୁଁଥିଲେ, କିନ୍ତୁ ଫଳାଫଳ ଘୋଷଣା ସମୟରେ ଅନିୟମିତତା ଦେଖାଗଲା। ଆନ୍ତର୍ଜାତିକ ସମ୍ପ୍ରଦାୟ ମଧ୍ୟ ଏହି ନିର୍ବାଚନର ବୈଧତା ଉପରେ ପ୍ରଶ୍ନ ଉଠାଇଥିଲେ। ମାଚାଡୋଙ୍କୁ ଆତ୍ମଗୋପନ କରି ରହିବାକୁ ପଡ଼ିଥିଲା, ତଥାପି ସେ ଦେଶ ଛାଡ଼ି ନାହାନ୍ତି। — [708, 1467, 942, 1552]
registration-block — [516, 2318, 530, 2332]
sudoku-cell — [184, 1894, 220, 1925]
sudoku-cell — [359, 1990, 395, 2021]
quote-line: କରିବି ? କାରଣ- ମୋ ଲାଗି ତାଙ୍କ ଅନୁରୂପ ଭାବେ ସେଇ ନରକ ମଧ୍ୟ — [616, 29, 888, 42]
ei-bharat-title: ଏଇ ଭାରତରେ — [1270, 1098, 1428, 1131]
sudoku-cell — [114, 1894, 148, 1925]
registration-block — [96, 2318, 110, 2332]
sudoku-cell: 5 — [109, 2162, 133, 2185]
sudoku-cell: 3 — [133, 2162, 155, 2185]
magenta-dot — [714, 2318, 728, 2332]
cyan-dot — [696, 2318, 710, 2332]
sudoku-cell — [184, 1862, 220, 1894]
sudoku-cell: 2 — [254, 1926, 290, 1958]
sudoku-cell: 2 — [295, 2095, 319, 2118]
fifty-years-number: ୫୦ — [1251, 1617, 1322, 1677]
sudoku-title-box — [216, 1702, 420, 1760]
